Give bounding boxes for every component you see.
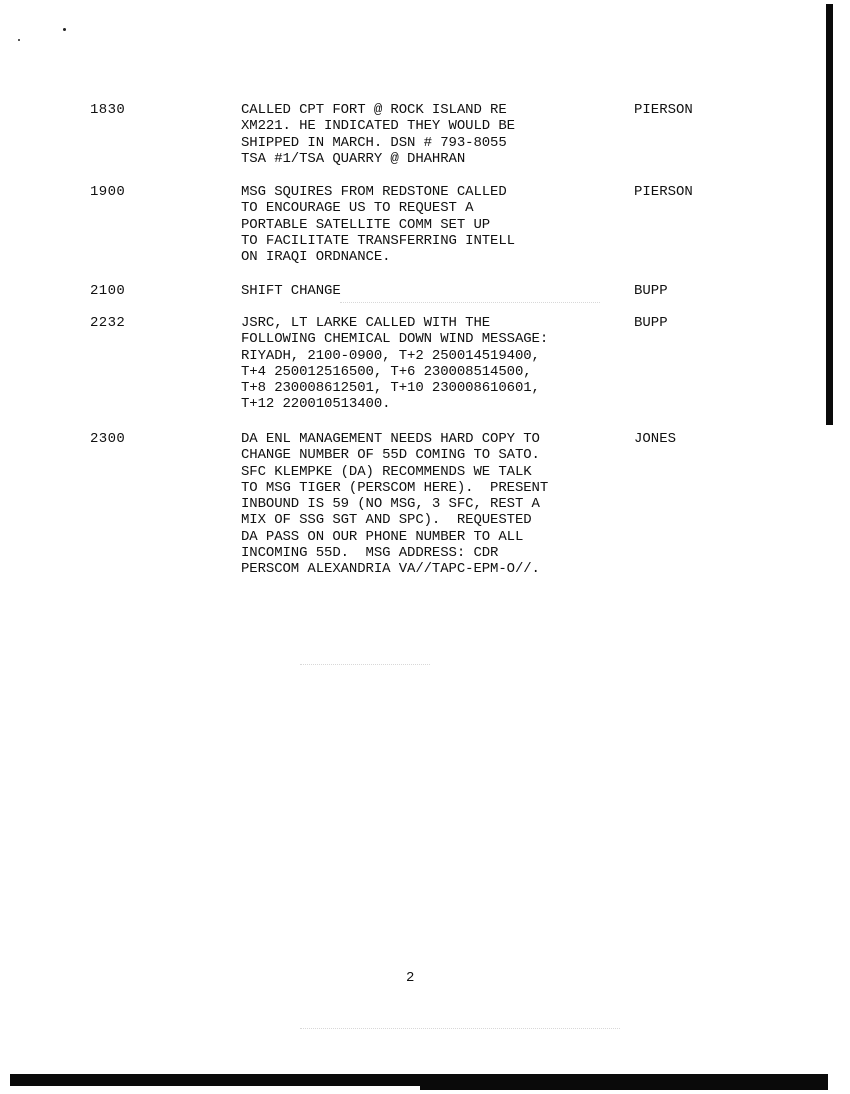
entry-text-line: T+12 220010513400.: [241, 396, 391, 413]
entry-text: [241, 431, 621, 578]
entry-text-line: T+8 230008612501, T+10 230008610601,: [241, 380, 540, 397]
entry-text-line: PERSCOM ALEXANDRIA VA//TAPC-EPM-O//.: [241, 561, 540, 578]
entry-time: 2232: [90, 315, 126, 331]
entry-name: BUPP: [634, 315, 668, 331]
entry-text-line: ON IRAQI ORDNANCE.: [241, 249, 391, 266]
entry-text-line: XM221. HE INDICATED THEY WOULD BE: [241, 118, 515, 135]
scan-noise-line: [300, 664, 430, 666]
scan-edge-bar-bottom: [10, 1074, 828, 1086]
entry-time: 2300: [90, 431, 126, 447]
entry-text-line: TO ENCOURAGE US TO REQUEST A: [241, 200, 474, 217]
entry-name: JONES: [634, 431, 677, 447]
entry-text-line: MSG SQUIRES FROM REDSTONE CALLED: [241, 184, 507, 200]
entry-text-line: CALLED CPT FORT @ ROCK ISLAND RE: [241, 102, 507, 118]
entry-text: [241, 102, 621, 167]
scan-edge-bar-bottom-tail: [420, 1086, 828, 1090]
entry-text: [241, 283, 621, 299]
entry-text-line: T+4 250012516500, T+6 230008514500,: [241, 363, 532, 380]
scan-speck: [18, 39, 20, 41]
entry-text-line: SFC KLEMPKE (DA) RECOMMENDS WE TALK: [241, 463, 532, 480]
page-number: 2: [406, 970, 415, 986]
entry-text-line: FOLLOWING CHEMICAL DOWN WIND MESSAGE:: [241, 331, 549, 348]
entry-text-line: TO MSG TIGER (PERSCOM HERE). PRESENT: [241, 479, 549, 496]
scan-noise-line: [300, 1028, 620, 1030]
entry-text: [241, 184, 621, 265]
entry-text: [241, 315, 621, 413]
scan-speck: [63, 28, 66, 31]
entry-text-line: INBOUND IS 59 (NO MSG, 3 SFC, REST A: [241, 496, 540, 513]
entry-text-line: DA PASS ON OUR PHONE NUMBER TO ALL: [241, 528, 524, 545]
entry-text-line: CHANGE NUMBER OF 55D COMING TO SATO.: [241, 447, 540, 464]
entry-name: PIERSON: [634, 102, 693, 118]
scan-edge-bar-right: [826, 4, 833, 425]
entry-text-line: TSA #1/TSA QUARRY @ DHAHRAN: [241, 150, 466, 167]
entry-time: 1900: [90, 184, 126, 200]
entry-name: PIERSON: [634, 184, 693, 200]
entry-time: 2100: [90, 283, 126, 299]
entry-text-line: PORTABLE SATELLITE COMM SET UP: [241, 216, 491, 233]
entry-text-line: JSRC, LT LARKE CALLED WITH THE: [241, 315, 491, 331]
entry-text-line: DA ENL MANAGEMENT NEEDS HARD COPY TO: [241, 431, 540, 447]
entry-name: BUPP: [634, 283, 668, 299]
entry-text-line: SHIPPED IN MARCH. DSN # 793-8055: [241, 134, 507, 151]
entry-text-line: MIX OF SSG SGT AND SPC). REQUESTED: [241, 512, 532, 529]
entry-text-line: INCOMING 55D. MSG ADDRESS: CDR: [241, 545, 499, 562]
entry-text-line: SHIFT CHANGE: [241, 283, 341, 299]
entry-text-line: RIYADH, 2100-0900, T+2 250014519400,: [241, 347, 540, 364]
entry-time: 1830: [90, 102, 126, 118]
scan-noise-line: [340, 302, 600, 304]
entry-text-line: TO FACILITATE TRANSFERRING INTELL: [241, 232, 515, 249]
